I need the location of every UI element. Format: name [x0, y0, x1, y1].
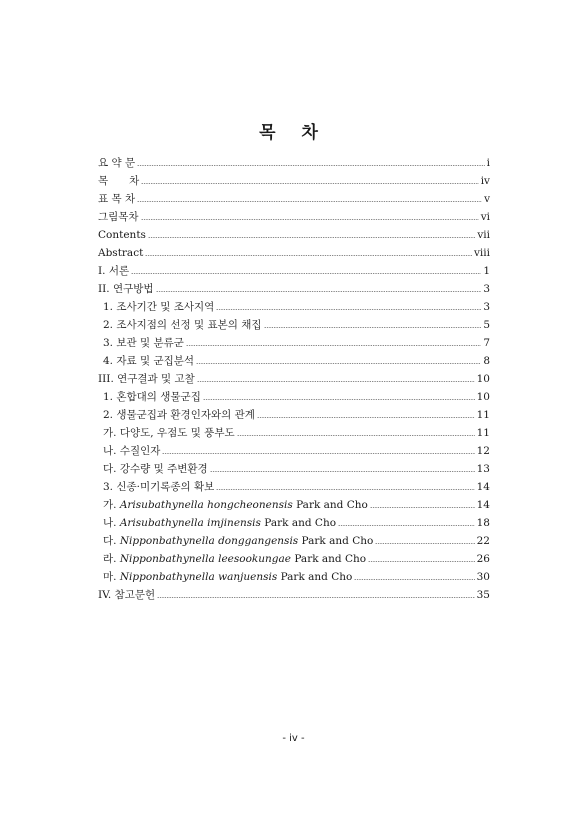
toc-entry-page: 11: [476, 409, 490, 421]
dot-leader: [156, 291, 482, 292]
toc-entry-species-3[interactable]: [98, 532, 490, 550]
dot-leader: [148, 237, 475, 238]
toc-entry-page: 3: [483, 283, 490, 295]
toc-entry-label: 2. 생물군집과 환경인자와의 관계: [103, 409, 255, 421]
page-title: 목 차: [259, 123, 328, 143]
toc-entry-list-of-figures[interactable]: [98, 208, 490, 226]
toc-entry-label: Contents: [98, 229, 146, 241]
toc-entry-page: 35: [476, 589, 490, 601]
toc-entry-page: viii: [473, 247, 490, 259]
toc-entry-page: 12: [476, 445, 490, 457]
toc-entry-label: 1. 혼합대의 생물군집: [103, 391, 201, 403]
toc-entry-label: 3. 보관 및 분류군: [103, 337, 184, 349]
species-author: Park and Cho: [292, 499, 368, 511]
toc-entry-results[interactable]: [98, 370, 490, 388]
toc-entry-label: I. 서론: [98, 265, 130, 277]
toc-entry-label: 나. 수질인자: [103, 445, 161, 457]
toc-entry-page: 26: [476, 553, 490, 565]
toc-entry-species-4[interactable]: [98, 550, 490, 568]
dot-leader: [197, 381, 475, 382]
toc-entry-preservation[interactable]: [98, 334, 490, 352]
species-author: Park and Cho: [277, 571, 353, 583]
toc-entry-prefix: 마.: [103, 571, 120, 583]
dot-leader: [257, 417, 475, 418]
toc-entry-label: III. 연구결과 및 고찰: [98, 373, 195, 385]
toc-entry-page: 22: [476, 535, 490, 547]
toc-entry-summary[interactable]: [98, 154, 490, 172]
toc-entry-diversity[interactable]: [98, 424, 490, 442]
toc-entry-label: 요 약 문: [98, 157, 136, 169]
toc-entry-new-species[interactable]: [98, 478, 490, 496]
toc-entry-methods[interactable]: [98, 280, 490, 298]
toc-entry-page: 10: [476, 391, 490, 403]
toc-entry-page: 5: [483, 319, 490, 331]
toc-entry-label: 2. 조사지점의 선정 및 표본의 채집: [103, 319, 262, 331]
species-author: Park and Cho: [298, 535, 374, 547]
toc-entry-page: vi: [480, 211, 490, 223]
dot-leader: [216, 309, 481, 310]
toc-entry-list-of-tables[interactable]: [98, 190, 490, 208]
toc-entry-label: 3. 신종·미기록종의 확보: [103, 481, 215, 493]
toc-entry-label: IV. 참고문헌: [98, 589, 156, 601]
toc-entry-page: vii: [477, 229, 490, 241]
toc-entry-contents[interactable]: [98, 172, 490, 190]
toc-entry-references[interactable]: [98, 586, 490, 604]
toc-entry-page: iv: [480, 175, 490, 187]
toc-entry-label: [98, 514, 336, 532]
dot-leader: [210, 471, 475, 472]
toc-entry-label: [98, 496, 368, 514]
toc-entry-species-2[interactable]: [98, 514, 490, 532]
toc-entry-page: 10: [476, 373, 490, 385]
page-number-footer: - iv -: [282, 733, 305, 744]
dot-leader: [375, 543, 474, 544]
dot-leader: [157, 597, 474, 598]
species-name: Arisubathynella hongcheonensis: [119, 499, 293, 511]
dot-leader: [264, 327, 482, 328]
dot-leader: [196, 363, 481, 364]
toc-entry-water-quality[interactable]: [98, 442, 490, 460]
toc-entry-prefix: 나.: [103, 517, 120, 529]
dot-leader: [145, 255, 472, 256]
dot-leader: [137, 165, 485, 166]
toc-entry-page: 7: [483, 337, 490, 349]
dot-leader: [141, 219, 479, 220]
toc-entry-page: 30: [476, 571, 490, 583]
toc-entry-abstract[interactable]: [98, 244, 490, 262]
dot-leader: [203, 399, 475, 400]
toc-entry-prefix: 다.: [103, 535, 120, 547]
dot-leader: [370, 507, 475, 508]
toc-entry-label: 다. 강수량 및 주변환경: [103, 463, 208, 475]
toc-entry-species-5[interactable]: [98, 568, 490, 586]
species-name: Nipponbathynella donggangensis: [119, 535, 299, 547]
toc-entry-label: 가. 다양도, 우점도 및 풍부도: [103, 427, 235, 439]
dot-leader: [186, 345, 481, 346]
dot-leader: [338, 525, 475, 526]
toc-entry-label: 4. 자료 및 군집분석: [103, 355, 195, 367]
toc-entry-data-analysis[interactable]: [98, 352, 490, 370]
toc-entry-page: 14: [476, 499, 490, 511]
dot-leader: [137, 201, 482, 202]
table-of-contents: [98, 154, 490, 604]
dot-leader: [162, 453, 474, 454]
dot-leader: [131, 273, 481, 274]
toc-entry-environment-relation[interactable]: [98, 406, 490, 424]
dot-leader: [354, 579, 474, 580]
toc-entry-hyporheic-community[interactable]: [98, 388, 490, 406]
species-author: Park and Cho: [260, 517, 337, 529]
dot-leader: [237, 435, 475, 436]
toc-entry-rainfall[interactable]: [98, 460, 490, 478]
species-name: Nipponbathynella leesookungae: [119, 553, 291, 565]
toc-entry-label: 1. 조사기간 및 조사지역: [103, 301, 215, 313]
toc-entry-survey-period[interactable]: [98, 298, 490, 316]
toc-entry-prefix: 라.: [103, 553, 120, 565]
dot-leader: [368, 561, 475, 562]
toc-entry-label: 그림목차: [98, 211, 139, 223]
toc-entry-page: 11: [476, 427, 490, 439]
toc-entry-label: [98, 550, 366, 568]
toc-entry-label: II. 연구방법: [98, 283, 154, 295]
dot-leader: [216, 489, 474, 490]
toc-entry-species-1[interactable]: [98, 496, 490, 514]
toc-entry-introduction[interactable]: [98, 262, 490, 280]
toc-entry-page: i: [486, 157, 490, 169]
toc-entry-page: 3: [483, 301, 490, 313]
toc-entry-page: 1: [483, 265, 490, 277]
toc-entry-label: 표 목 차: [98, 193, 136, 205]
toc-entry-page: 18: [476, 517, 490, 529]
toc-entry-page: 8: [483, 355, 490, 367]
species-author: Park and Cho: [291, 553, 367, 565]
toc-entry-site-selection[interactable]: [98, 316, 490, 334]
toc-entry-page: 13: [476, 463, 490, 475]
toc-entry-contents-en[interactable]: [98, 226, 490, 244]
toc-entry-prefix: 가.: [103, 499, 120, 511]
toc-entry-label: [98, 568, 352, 586]
toc-entry-label: 목 차: [98, 175, 140, 187]
toc-entry-page: 14: [476, 481, 490, 493]
species-name: Arisubathynella imjinensis: [119, 517, 261, 529]
toc-entry-label: Abstract: [98, 247, 144, 259]
species-name: Nipponbathynella wanjuensis: [119, 571, 278, 583]
dot-leader: [141, 183, 478, 184]
toc-entry-label: [98, 532, 373, 550]
toc-entry-page: v: [484, 193, 490, 205]
